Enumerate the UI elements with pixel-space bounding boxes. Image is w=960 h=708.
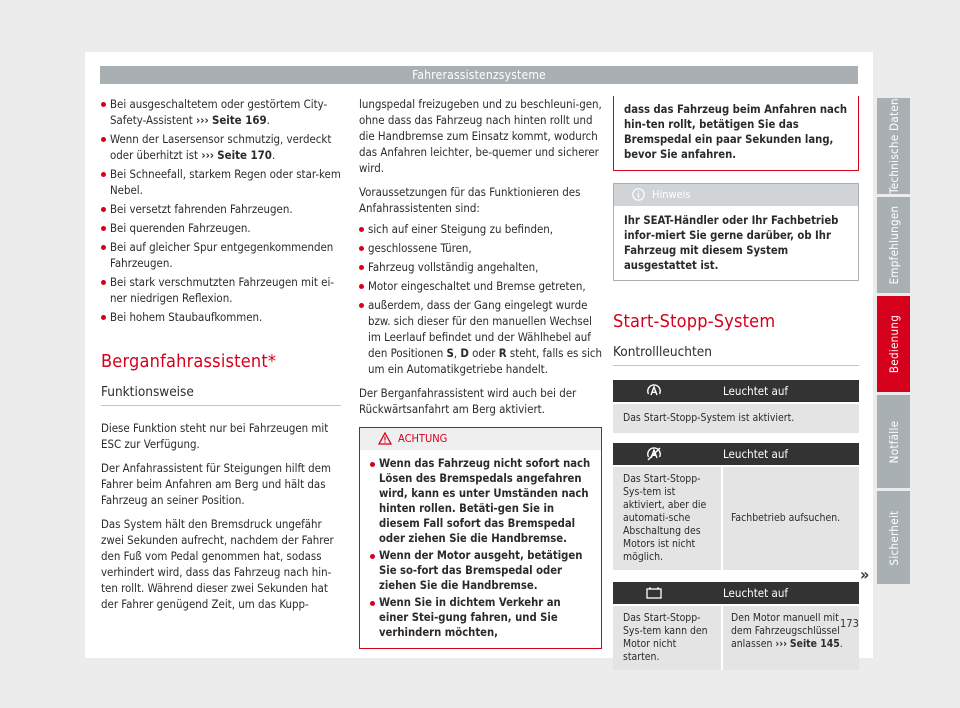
- table-row: Das Start-Stopp-Sys-tem ist aktiviert, aber die automati-sche Abschaltung des Motors ist nicht möglich. Fachbetrieb aufsuchen.: [613, 467, 859, 570]
- indicator-table: [613, 443, 859, 570]
- list-item: geschlossene Türen,: [359, 240, 602, 256]
- list-item: Bei versetzt fahrenden Fahrzeugen.: [101, 201, 341, 217]
- page-number: 173: [840, 617, 859, 630]
- paragraph: Der Berganfahrassistent wird auch bei der Rückwärtsanfahrt am Berg aktiviert.: [359, 386, 577, 416]
- note-title: Hinweis: [652, 188, 691, 201]
- indicator-table: [613, 582, 859, 670]
- warning-title: ACHTUNG: [398, 432, 448, 445]
- column-2: [359, 96, 602, 649]
- section-heading: Start-Stopp-System: [613, 311, 776, 332]
- paragraph: Der Anfahrassistent für Steigungen hilft dem Fahrer beim Anfahren am Berg und hält das Fahrzeug an seiner Position.: [101, 461, 331, 507]
- list-item: Motor eingeschaltet und Bremse getreten,: [359, 278, 602, 294]
- warning-continuation: dass das Fahrzeug beim Anfahren nach hin-ten rollt, betätigen Sie das Bremspedal ein paar Sekunden lang, bevor Sie anfahren.: [613, 96, 859, 171]
- list-item: Bei hohem Staubaufkommen.: [101, 309, 341, 325]
- section-subheading: Kontrollleuchten: [613, 343, 859, 366]
- paragraph: Das System hält den Bremsdruck ungefähr zwei Sekunden aufrecht, nachdem der Fahrer den Fuß vom Pedal genommen hat, sodass verhindert wird, dass das Fahrzeug nach hin-ten rollt. Während dieser zwei Sekunden hat der Fahrer genügend Zeit, um das Kupp-: [101, 517, 334, 611]
- tab-notfaelle[interactable]: Notfälle: [877, 395, 910, 488]
- info-icon: [632, 188, 645, 201]
- list-item: sich auf einer Steigung zu befinden,: [359, 221, 602, 237]
- list-item: außerdem, dass der Gang eingelegt wurde bzw. sich dieser für den manuellen Wechsel im Leerlauf befindet und der Wählhebel auf den Positionen S, D oder R steht, falls es sich um ein Automatikgetriebe handelt.: [359, 297, 602, 377]
- table-header: Leuchtet auf: [613, 582, 859, 604]
- note-body: Ihr SEAT-Händler oder Ihr Fachbetrieb infor-miert Sie gerne darüber, ob Ihr Fahrzeug mit diesem System ausgestattet ist.: [614, 206, 858, 280]
- continue-mark: »: [860, 565, 870, 584]
- tab-sicherheit[interactable]: Sicherheit: [877, 491, 910, 584]
- section-subheading: Funktionsweise: [101, 383, 341, 406]
- page-reference-link[interactable]: Seite 145: [789, 638, 840, 650]
- tab-empfehlungen[interactable]: Empfehlungen: [877, 197, 910, 293]
- tab-bedienung[interactable]: Bedienung: [877, 296, 910, 392]
- column-3: [613, 96, 859, 680]
- column-1: [101, 96, 341, 620]
- list-item: Wenn der Motor ausgeht, betätigen Sie so-fort das Bremspedal oder ziehen Sie die Handbremse.: [370, 548, 591, 593]
- note-box: [613, 183, 859, 281]
- paragraph: lungspedal freizugeben und zu beschleuni-gen, ohne dass das Fahrzeug nach hinten rollt und die Handbremse zum Einsatz kommt, wodurch das Anfahren leichter, be-quemer und sicherer wird.: [359, 97, 602, 175]
- page-reference-link[interactable]: Seite 170: [217, 148, 272, 162]
- list-item: Fahrzeug vollständig angehalten,: [359, 259, 602, 275]
- warning-triangle-icon: [378, 432, 392, 445]
- battery-icon: [645, 584, 663, 602]
- indicator-table: [613, 380, 859, 433]
- list-item: Wenn Sie in dichtem Verkehr an einer Stei-gung fahren, und Sie verhindern möchten,: [370, 595, 591, 640]
- page-header: Fahrerassistenzsysteme: [100, 66, 858, 84]
- table-row: Das Start-Stopp-System ist aktiviert.: [613, 404, 859, 433]
- page-reference-link[interactable]: Seite 169: [211, 113, 267, 127]
- list-item: Bei Schneefall, starkem Regen oder star-kem Nebel.: [101, 166, 341, 198]
- paragraph: Voraussetzungen für das Funktionieren des Anfahrassistenten sind:: [359, 185, 581, 215]
- warning-header: [360, 428, 601, 450]
- start-stop-crossed-icon: [645, 445, 663, 463]
- note-header: [614, 184, 858, 206]
- list-item: Bei ausgeschaltetem oder gestörtem City-Safety-Assistent ››› Seite 169.: [101, 96, 341, 128]
- list-item: Bei auf gleicher Spur entgegenkommenden Fahrzeugen.: [101, 239, 341, 271]
- table-header: Leuchtet auf: [613, 380, 859, 402]
- table-row: Das Start-Stopp-Sys-tem kann den Motor nicht starten. Den Motor manuell mit dem Fahrzeugschlüssel anlassen ››› Seite 145.: [613, 606, 859, 670]
- list-item: Bei querenden Fahrzeugen.: [101, 220, 341, 236]
- start-stop-a-icon: [645, 382, 663, 400]
- paragraph: Diese Funktion steht nur bei Fahrzeugen mit ESC zur Verfügung.: [101, 421, 329, 451]
- tab-technische-daten[interactable]: Technische Daten: [877, 98, 910, 194]
- list-item: Wenn der Lasersensor schmutzig, verdeckt oder überhitzt ist ››› Seite 170.: [101, 131, 341, 163]
- section-heading: Berganfahrassistent*: [101, 351, 277, 372]
- warning-body: [360, 450, 601, 648]
- list-item: Bei stark verschmutzten Fahrzeugen mit ei-ner niedrigen Reflexion.: [101, 274, 341, 306]
- table-header: Leuchtet auf: [613, 443, 859, 465]
- warning-box: [359, 427, 602, 649]
- list-item: Wenn das Fahrzeug nicht sofort nach Lösen des Bremspedals angefahren wird, kann es unter Umständen nach hinten rollen. Betäti-gen Sie in diesem Fall sofort das Bremspedal oder ziehen Sie die Handbremse.: [370, 456, 591, 546]
